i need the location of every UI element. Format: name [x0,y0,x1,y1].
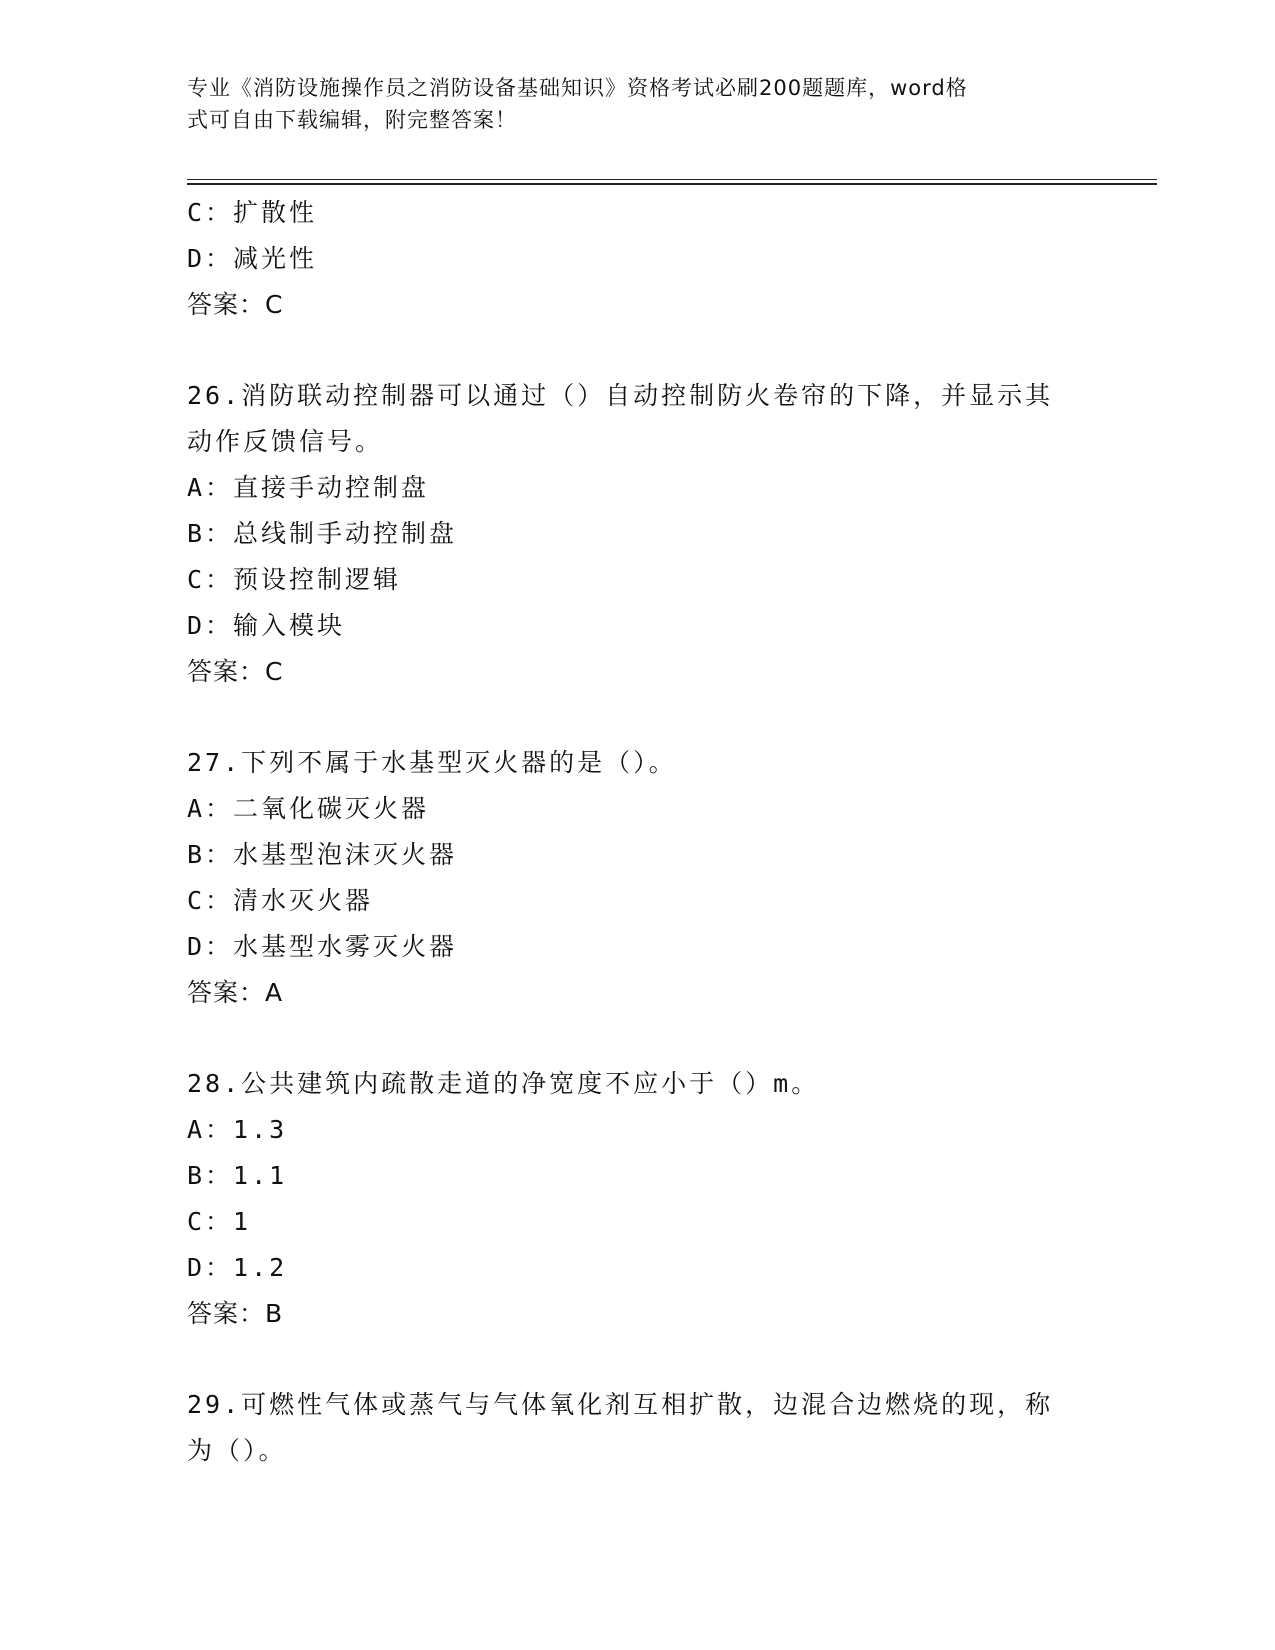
option-a: A：1.3 [187,1115,288,1144]
document-header [187,72,1067,136]
question-text: 29.可燃性气体或蒸气与气体氧化剂互相扩散，边混合边燃烧的现，称 [187,1390,1054,1419]
question-29 [187,1382,1087,1474]
question-text: 动作反馈信号。 [187,427,384,456]
question-text: 为（）。 [187,1436,287,1465]
option-c: C：扩散性 [187,198,318,227]
question-text: 27.下列不属于水基型灭火器的是（）。 [187,748,677,777]
option-b: B：1.1 [187,1161,288,1190]
option-d: D：输入模块 [187,611,346,640]
question-text: 28.公共建筑内疏散走道的净宽度不应小于（）m。 [187,1069,820,1098]
option-c: C：预设控制逻辑 [187,565,402,594]
option-b: B：水基型泡沫灭火器 [187,840,458,869]
option-a: A：二氧化碳灭火器 [187,794,430,823]
question-28 [187,1061,1087,1337]
answer-line: 答案：C [187,657,284,686]
question-list [187,190,1087,1474]
answer-line: 答案：A [187,978,284,1007]
option-c: C：1 [187,1207,252,1236]
question-26 [187,373,1087,695]
option-d: D：水基型水雾灭火器 [187,932,458,961]
answer-line: 答案：C [187,290,284,319]
option-b: B：总线制手动控制盘 [187,519,458,548]
question-25-continued [187,190,1087,328]
header-line-1: 专业《消防设施操作员之消防设备基础知识》资格考试必刷200题题库，word格 [187,76,968,100]
header-line-2: 式可自由下载编辑，附完整答案！ [187,108,517,132]
header-divider-top [187,179,1157,180]
answer-line: 答案：B [187,1299,284,1328]
header-divider-bottom [187,183,1157,185]
option-a: A：直接手动控制盘 [187,473,430,502]
question-27 [187,740,1087,1016]
option-d: D：1.2 [187,1253,288,1282]
question-text: 26.消防联动控制器可以通过（）自动控制防火卷帘的下降，并显示其 [187,381,1054,410]
option-c: C：清水灭火器 [187,886,374,915]
option-d: D：减光性 [187,244,318,273]
